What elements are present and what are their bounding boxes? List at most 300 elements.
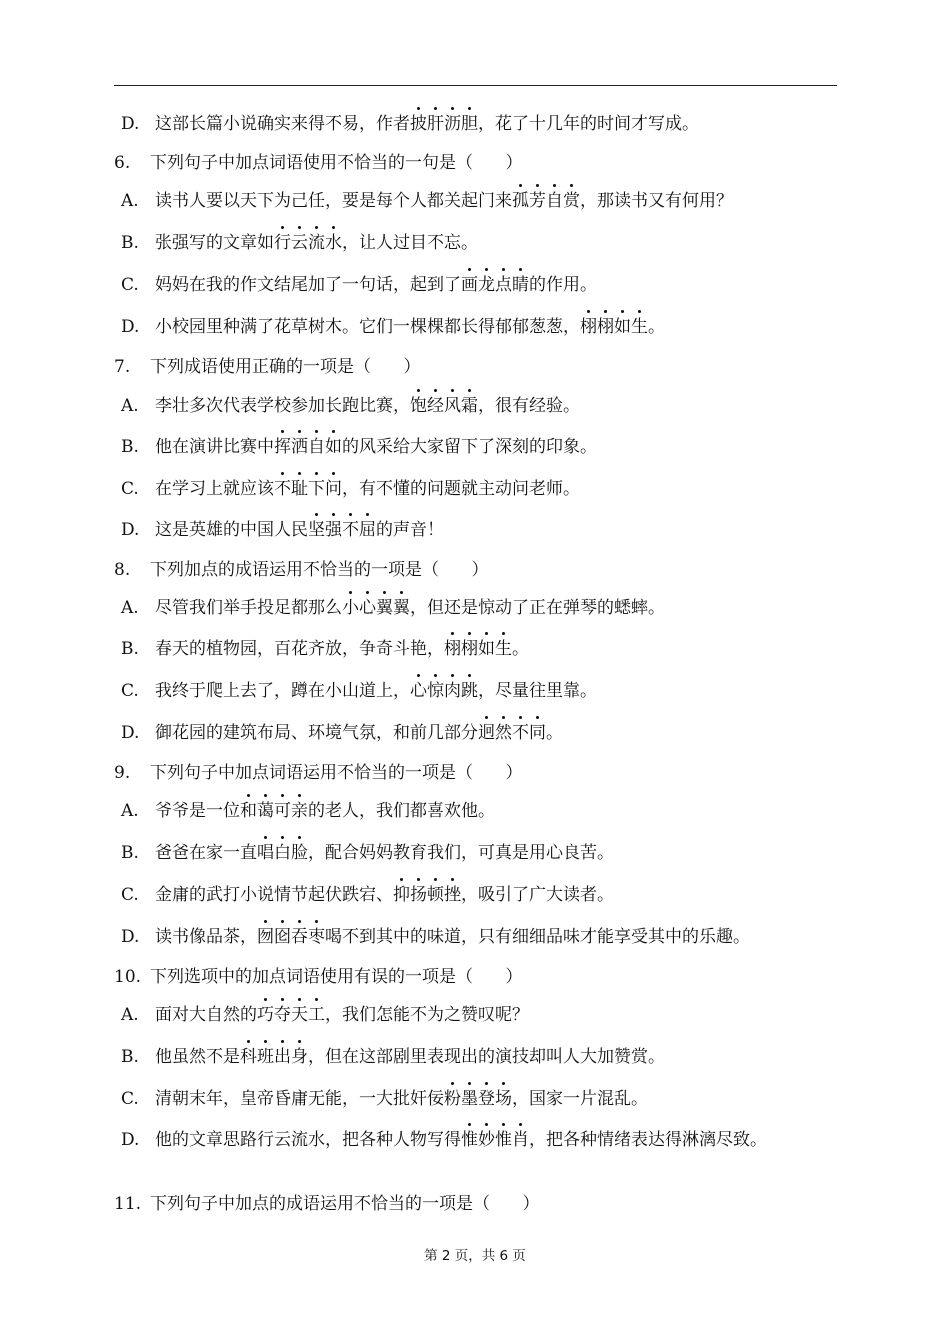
answer-blank (439, 560, 471, 580)
emphasis-char: 惊 (427, 680, 444, 702)
line-text: 在学习上就应该 (155, 479, 274, 499)
emphasis-char: 洒 (291, 436, 308, 458)
line-text: ，我们怎能不为之赞叹呢？ (325, 1005, 529, 1025)
emphasis-dot (468, 107, 471, 110)
emphasis-char: 惟 (495, 1129, 512, 1151)
emphasized-phrase (274, 233, 342, 253)
line-text: ，但在这部剧里表现出的演技却叫人大加赞赏。 (308, 1047, 665, 1067)
line-text: ，但还是惊动了正在弹琴的蟋蟀。 (410, 598, 665, 618)
emphasis-dot (264, 998, 267, 1001)
option-label: C. (121, 275, 139, 295)
emphasis-dot (604, 310, 607, 313)
emphasis-char: 强 (325, 519, 342, 541)
line-text: 读书人要以天下为己任，要是每个人都关起门来 (155, 191, 512, 211)
question-number: 11. (114, 1194, 142, 1214)
emphasis-dot (281, 472, 284, 475)
emphasized-phrase (274, 437, 342, 457)
emphasis-dot (349, 513, 352, 516)
emphasis-dot (417, 107, 420, 110)
emphasis-dot (451, 632, 454, 635)
emphasized-phrase (274, 479, 342, 499)
emphasis-dot (485, 1082, 488, 1085)
emphasis-dot (349, 591, 352, 594)
question-stem (114, 1193, 539, 1215)
line-text: 的老人，我们都喜欢他。 (308, 801, 495, 821)
emphasis-char: 囵 (274, 926, 291, 948)
emphasis-char: 不 (274, 478, 291, 500)
emphasis-dot (468, 268, 471, 271)
emphasis-dot (298, 794, 301, 797)
emphasis-dot (298, 430, 301, 433)
emphasis-char: 云 (291, 232, 308, 254)
emphasis-char: 白 (274, 842, 291, 864)
emphasis-char: 栩 (461, 638, 478, 660)
line-text: 的风采给大家留下了深刻的印象。 (342, 437, 597, 457)
line-text: ，很有经验。 (478, 396, 580, 416)
emphasized-phrase (478, 723, 546, 743)
emphasized-phrase (342, 598, 410, 618)
emphasis-char: 惟 (461, 1129, 478, 1151)
emphasis-dot (400, 878, 403, 881)
line-text: ） (505, 153, 523, 173)
emphasis-dot (332, 430, 335, 433)
line-text: 。 (648, 317, 665, 337)
line-text: 妈妈在我的作文结尾加了一句话，起到了 (155, 275, 461, 295)
question-number: 7. (114, 357, 131, 377)
line-text: ） (471, 560, 489, 580)
line-text: ） (403, 357, 421, 377)
emphasis-char: 场 (495, 1088, 512, 1110)
emphasis-char: 身 (291, 1046, 308, 1068)
emphasis-dot (502, 632, 505, 635)
emphasis-dot (264, 920, 267, 923)
option-label: D. (121, 927, 140, 947)
emphasis-dot (400, 591, 403, 594)
emphasis-char: 不 (342, 519, 359, 541)
answer-option (121, 800, 495, 822)
emphasis-dot (536, 716, 539, 719)
answer-option (121, 884, 614, 906)
line-text: 爸爸在家一直 (155, 843, 257, 863)
emphasis-dot (553, 184, 556, 187)
emphasis-char: 点 (495, 274, 512, 296)
emphasis-char: 水 (325, 232, 342, 254)
emphasis-char: 栩 (580, 316, 597, 338)
answer-option (121, 316, 665, 338)
emphasis-char: 工 (308, 1004, 325, 1026)
emphasis-dot (298, 1040, 301, 1043)
emphasis-char: 赏 (563, 190, 580, 212)
line-text: 下列句子中加点的成语运用不恰当的一项是（ (150, 1194, 490, 1214)
emphasis-char: 脸 (291, 842, 308, 864)
answer-blank (473, 967, 505, 987)
emphasis-char: 风 (444, 395, 461, 417)
emphasis-char: 蔼 (257, 800, 274, 822)
emphasis-char: 出 (274, 1046, 291, 1068)
emphasis-char: 巧 (257, 1004, 274, 1026)
line-text: 的作用。 (529, 275, 597, 295)
line-text: 喝不到其中的味道，只有细细品味才能享受其中的乐趣。 (325, 927, 750, 947)
emphasis-dot (366, 513, 369, 516)
emphasis-dot (451, 674, 454, 677)
line-text: 清朝末年，皇帝昏庸无能，一大批奸佞 (155, 1089, 444, 1109)
line-text: 春天的植物园，百花齐放，争奇斗艳， (155, 639, 444, 659)
option-label: B. (121, 437, 139, 457)
line-text: ，把各种情绪表达得淋漓尽致。 (529, 1130, 767, 1150)
option-label: B. (121, 1047, 139, 1067)
emphasis-char: 胆 (461, 113, 478, 135)
emphasized-phrase (444, 639, 512, 659)
option-label: C. (121, 885, 139, 905)
emphasis-dot (264, 1040, 267, 1043)
emphasis-dot (332, 513, 335, 516)
line-text: 小校园里种满了花草树木。它们一棵棵都长得郁郁葱葱， (155, 317, 580, 337)
emphasis-dot (468, 1082, 471, 1085)
emphasis-char: 小 (342, 597, 359, 619)
emphasis-char: 翼 (376, 597, 393, 619)
answer-option (121, 436, 597, 458)
emphasis-dot (519, 268, 522, 271)
option-label: B. (121, 233, 139, 253)
emphasis-dot (264, 794, 267, 797)
option-label: D. (121, 317, 140, 337)
answer-option (121, 190, 733, 212)
emphasized-phrase (444, 1089, 512, 1109)
emphasis-dot (417, 878, 420, 881)
emphasis-char: 栩 (597, 316, 614, 338)
answer-option (121, 926, 750, 948)
emphasis-dot (519, 1123, 522, 1126)
emphasis-char: 粉 (444, 1088, 461, 1110)
option-label: A. (121, 801, 139, 821)
line-text: 他虽然不是 (155, 1047, 240, 1067)
question-stem (114, 762, 522, 784)
emphasis-dot (570, 184, 573, 187)
line-text: 我终于爬上去了，蹲在小山道上， (155, 681, 410, 701)
emphasis-dot (298, 920, 301, 923)
line-text: ，配合妈妈教育我们，可真是用心良苦。 (308, 843, 614, 863)
emphasis-dot (502, 1082, 505, 1085)
answer-option (121, 1046, 665, 1068)
emphasized-phrase (257, 1005, 325, 1025)
line-text: ） (522, 1194, 540, 1214)
option-label: C. (121, 681, 139, 701)
emphasized-phrase (308, 520, 376, 540)
line-text: ） (505, 763, 523, 783)
line-text: 他的文章思路行云流水，把各种人物写得 (155, 1130, 461, 1150)
emphasis-char: 肉 (444, 680, 461, 702)
emphasis-char: 夺 (274, 1004, 291, 1026)
line-text: ，花了十几年的时间才写成。 (478, 114, 699, 134)
emphasis-char: 抑 (393, 884, 410, 906)
emphasis-dot (281, 920, 284, 923)
emphasis-char: 霜 (461, 395, 478, 417)
emphasized-phrase (257, 927, 325, 947)
emphasized-phrase (512, 191, 580, 211)
emphasis-dot (264, 836, 267, 839)
emphasis-char: 饱 (410, 395, 427, 417)
emphasis-char: 睛 (512, 274, 529, 296)
emphasis-char: 亲 (291, 800, 308, 822)
emphasis-dot (315, 430, 318, 433)
emphasis-char: 问 (325, 478, 342, 500)
option-label: D. (121, 1130, 140, 1150)
emphasized-phrase (461, 275, 529, 295)
emphasis-dot (298, 226, 301, 229)
line-text: 下列加点的成语运用不恰当的一项是（ (150, 560, 439, 580)
answer-option (121, 680, 597, 702)
line-text: ，有不懂的问题就主动问老师。 (342, 479, 580, 499)
emphasis-dot (281, 998, 284, 1001)
question-number: 6. (114, 153, 131, 173)
answer-option (121, 1129, 767, 1151)
emphasis-char: 和 (240, 800, 257, 822)
line-text: 读书像品茶， (155, 927, 257, 947)
answer-option (121, 1004, 529, 1026)
option-label: D. (121, 520, 140, 540)
line-text: 李壮多次代表学校参加长跑比赛， (155, 396, 410, 416)
question-number: 8. (114, 560, 131, 580)
emphasis-dot (298, 836, 301, 839)
emphasized-phrase (410, 114, 478, 134)
answer-option (121, 842, 614, 864)
emphasis-char: 囫 (257, 926, 274, 948)
line-text: 下列句子中加点词语运用不恰当的一项是（ (150, 763, 473, 783)
answer-option (121, 1088, 648, 1110)
emphasis-dot (332, 472, 335, 475)
line-text: 这是英雄的中国人民 (155, 520, 308, 540)
emphasis-dot (502, 268, 505, 271)
emphasis-dot (281, 836, 284, 839)
emphasis-char: 肝 (427, 113, 444, 135)
emphasized-phrase (240, 1047, 308, 1067)
emphasized-phrase (257, 843, 308, 863)
emphasis-dot (468, 389, 471, 392)
question-stem (114, 559, 488, 581)
line-text: 他在演讲比赛中 (155, 437, 274, 457)
emphasis-char: 行 (274, 232, 291, 254)
emphasis-char: 生 (631, 316, 648, 338)
emphasis-char: 枣 (308, 926, 325, 948)
emphasis-dot (298, 472, 301, 475)
line-text: ，那读书又有何用？ (580, 191, 733, 211)
emphasis-char: 心 (410, 680, 427, 702)
emphasis-char: 班 (257, 1046, 274, 1068)
line-text: 金庸的武打小说情节起伏跌宕、 (155, 885, 393, 905)
emphasis-char: 龙 (478, 274, 495, 296)
question-stem (114, 356, 420, 378)
emphasis-dot (247, 794, 250, 797)
line-text: 下列选项中的加点词语使用有误的一项是（ (150, 967, 473, 987)
line-text: 。 (546, 723, 563, 743)
emphasized-phrase (461, 1130, 529, 1150)
emphasis-dot (502, 716, 505, 719)
emphasized-phrase (580, 317, 648, 337)
answer-option (121, 232, 478, 254)
answer-option (121, 395, 580, 417)
emphasis-char: 屈 (359, 519, 376, 541)
emphasis-dot (434, 674, 437, 677)
emphasis-char: 生 (495, 638, 512, 660)
emphasis-dot (587, 310, 590, 313)
emphasis-char: 墨 (461, 1088, 478, 1110)
line-text: 的声音！ (376, 520, 444, 540)
emphasis-dot (332, 226, 335, 229)
option-label: A. (121, 598, 139, 618)
emphasis-dot (315, 472, 318, 475)
emphasized-phrase (410, 396, 478, 416)
line-text: 御花园的建筑布局、环境气氛，和前几部分 (155, 723, 478, 743)
header-rule (114, 85, 837, 86)
emphasis-dot (434, 107, 437, 110)
option-label: B. (121, 639, 139, 659)
emphasis-dot (485, 1123, 488, 1126)
emphasis-char: 不 (512, 722, 529, 744)
emphasis-dot (281, 1040, 284, 1043)
option-label: C. (121, 479, 139, 499)
question-stem (114, 152, 522, 174)
answer-option (121, 113, 699, 135)
option-label: D. (121, 723, 140, 743)
answer-blank (490, 1194, 522, 1214)
emphasis-dot (485, 632, 488, 635)
emphasized-phrase (410, 681, 478, 701)
emphasis-dot (281, 430, 284, 433)
emphasis-char: 耻 (291, 478, 308, 500)
emphasis-dot (451, 1082, 454, 1085)
emphasis-char: 妙 (478, 1129, 495, 1151)
emphasis-dot (417, 674, 420, 677)
emphasis-char: 如 (325, 436, 342, 458)
emphasis-dot (315, 920, 318, 923)
emphasis-char: 顿 (427, 884, 444, 906)
emphasis-char: 如 (614, 316, 631, 338)
emphasis-char: 挫 (444, 884, 461, 906)
emphasis-char: 栩 (444, 638, 461, 660)
emphasis-char: 下 (308, 478, 325, 500)
answer-blank (371, 357, 403, 377)
option-label: B. (121, 843, 139, 863)
line-text: ） (505, 967, 523, 987)
emphasis-char: 迥 (478, 722, 495, 744)
emphasis-char: 画 (461, 274, 478, 296)
line-text: 张强写的文章如 (155, 233, 274, 253)
emphasis-dot (502, 1123, 505, 1126)
emphasis-dot (468, 632, 471, 635)
emphasis-dot (638, 310, 641, 313)
emphasis-dot (451, 107, 454, 110)
line-text: ，尽量往里靠。 (478, 681, 597, 701)
emphasis-dot (621, 310, 624, 313)
emphasis-dot (468, 1123, 471, 1126)
answer-blank (473, 763, 505, 783)
option-label: A. (121, 396, 139, 416)
emphasis-dot (366, 591, 369, 594)
emphasis-dot (298, 998, 301, 1001)
emphasis-char: 孤 (512, 190, 529, 212)
emphasis-char: 跳 (461, 680, 478, 702)
emphasis-dot (434, 389, 437, 392)
line-text: 爷爷是一位 (155, 801, 240, 821)
emphasis-dot (383, 591, 386, 594)
emphasis-char: 吞 (291, 926, 308, 948)
option-label: C. (121, 1089, 139, 1109)
emphasis-char: 可 (274, 800, 291, 822)
emphasis-dot (315, 226, 318, 229)
option-label: A. (121, 191, 139, 211)
line-text: ，国家一片混乱。 (512, 1089, 648, 1109)
emphasis-char: 芳 (529, 190, 546, 212)
line-text: 这部长篇小说确实来得不易，作者 (155, 114, 410, 134)
emphasis-char: 唱 (257, 842, 274, 864)
emphasis-dot (315, 513, 318, 516)
emphasis-dot (519, 716, 522, 719)
line-text: ，让人过目不忘。 (342, 233, 478, 253)
line-text: 下列句子中加点词语使用不恰当的一句是（ (150, 153, 473, 173)
emphasis-char: 沥 (444, 113, 461, 135)
emphasis-char: 如 (478, 638, 495, 660)
line-text: 面对大自然的 (155, 1005, 257, 1025)
emphasis-char: 天 (291, 1004, 308, 1026)
emphasis-char: 科 (240, 1046, 257, 1068)
emphasis-dot (281, 226, 284, 229)
line-text: 。 (512, 639, 529, 659)
emphasis-char: 流 (308, 232, 325, 254)
emphasis-dot (485, 716, 488, 719)
emphasis-char: 挥 (274, 436, 291, 458)
emphasis-char: 同 (529, 722, 546, 744)
answer-option (121, 638, 529, 660)
answer-option (121, 597, 665, 619)
line-text: 下列成语使用正确的一项是（ (150, 357, 371, 377)
emphasized-phrase (240, 801, 308, 821)
question-stem (114, 966, 522, 988)
answer-option (121, 519, 444, 541)
emphasis-char: 自 (308, 436, 325, 458)
emphasis-char: 扬 (410, 884, 427, 906)
emphasis-dot (247, 1040, 250, 1043)
answer-option (121, 478, 580, 500)
emphasis-char: 披 (410, 113, 427, 135)
emphasis-char: 肖 (512, 1129, 529, 1151)
option-label: D. (121, 114, 140, 134)
emphasis-dot (519, 184, 522, 187)
emphasis-char: 经 (427, 395, 444, 417)
emphasis-dot (485, 268, 488, 271)
page-footer: 第 2 页，共 6 页 (424, 1248, 526, 1264)
emphasis-char: 然 (495, 722, 512, 744)
emphasis-char: 登 (478, 1088, 495, 1110)
emphasis-char: 自 (546, 190, 563, 212)
emphasis-dot (434, 878, 437, 881)
emphasis-dot (468, 674, 471, 677)
emphasis-dot (451, 389, 454, 392)
emphasis-dot (281, 794, 284, 797)
emphasis-char: 坚 (308, 519, 325, 541)
emphasis-char: 心 (359, 597, 376, 619)
answer-option (121, 722, 563, 744)
line-text: 尽管我们举手投足都那么 (155, 598, 342, 618)
emphasis-dot (451, 878, 454, 881)
question-number: 10. (114, 967, 142, 987)
emphasis-dot (417, 389, 420, 392)
line-text: ，吸引了广大读者。 (461, 885, 614, 905)
emphasis-char: 翼 (393, 597, 410, 619)
emphasized-phrase (393, 885, 461, 905)
answer-option (121, 274, 597, 296)
option-label: A. (121, 1005, 139, 1025)
question-number: 9. (114, 763, 131, 783)
